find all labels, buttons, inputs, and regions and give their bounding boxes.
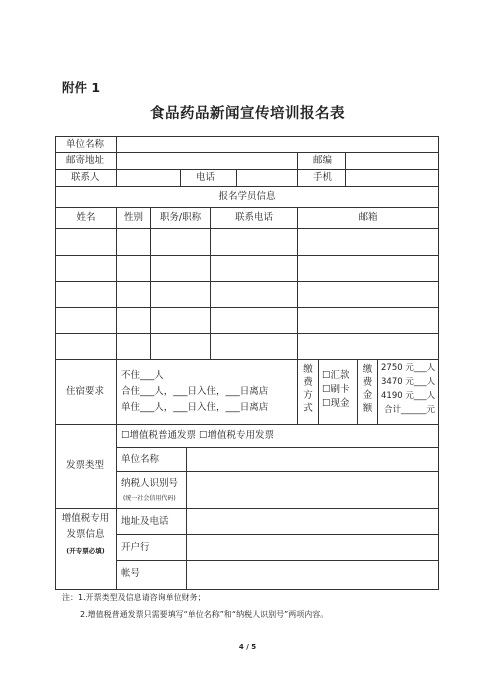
note-line-1: 注：1.开票类型及信息请咨询单位财务； bbox=[62, 593, 206, 602]
attachment-label: 附件 1 bbox=[62, 80, 101, 95]
payment-amount-label-2: 费 bbox=[362, 377, 373, 388]
vat-label-line2: 发票信息 bbox=[66, 529, 105, 540]
amount-2750: 2750 元___人 bbox=[381, 363, 436, 373]
lodging-label: 住宿要求 bbox=[66, 386, 105, 397]
payment-option-remit[interactable]: ☐汇款 bbox=[322, 370, 350, 381]
payment-amount-label-4: 额 bbox=[362, 403, 373, 414]
lodging-line-single: 单住___人，___日入住，___日离店 bbox=[121, 402, 269, 413]
tax-id-label: 纳税人识别号 bbox=[121, 478, 179, 489]
note-line-2: 2.增值税普通发票只需要填写“单位名称”和“纳税人识别号”两项内容。 bbox=[80, 610, 329, 619]
payment-option-cash[interactable]: ☐现金 bbox=[322, 398, 350, 409]
mail-address-label: 邮寄地址 bbox=[66, 155, 105, 166]
mobile-label: 手机 bbox=[313, 172, 333, 183]
tax-id-note: (统一社会信用代码) bbox=[123, 495, 176, 502]
vat-label-line1: 增值税专用 bbox=[61, 513, 110, 524]
vat-label-note: (开专票必填) bbox=[66, 547, 105, 555]
amount-4190: 4190 元___人 bbox=[381, 391, 436, 401]
payment-method-label-1: 缴 bbox=[303, 364, 313, 375]
unit-name-label: 单位名称 bbox=[66, 139, 105, 150]
invoice-unit-name-label: 单位名称 bbox=[121, 454, 160, 465]
account-label: 帐号 bbox=[121, 568, 141, 579]
payment-method-label-2: 费 bbox=[303, 377, 313, 388]
amount-3470: 3470 元___人 bbox=[381, 377, 436, 387]
bank-label: 开户行 bbox=[121, 542, 150, 553]
postcode-label: 邮编 bbox=[313, 155, 333, 166]
column-gender: 性别 bbox=[123, 212, 143, 223]
phone-label: 电话 bbox=[196, 172, 216, 183]
address-phone-label: 地址及电话 bbox=[121, 516, 169, 527]
column-name: 姓名 bbox=[76, 212, 96, 223]
lodging-line-shared: 合住___人，___日入住，___日离店 bbox=[121, 386, 269, 397]
column-phone: 联系电话 bbox=[234, 212, 273, 223]
column-position: 职务/职称 bbox=[159, 212, 202, 223]
column-email: 邮箱 bbox=[358, 212, 378, 223]
lodging-line-none: 不住___人 bbox=[121, 370, 164, 381]
invoice-type-label: 发票类型 bbox=[66, 460, 105, 471]
trainee-section-title: 报名学员信息 bbox=[218, 191, 276, 202]
page-title: 食品药品新闻宣传培训报名表 bbox=[150, 105, 345, 122]
page-number: 4 / 5 bbox=[238, 643, 257, 651]
payment-amount-label-3: 金 bbox=[362, 390, 373, 401]
payment-method-label-3: 方 bbox=[303, 390, 313, 401]
payment-option-card[interactable]: ☐刷卡 bbox=[322, 384, 350, 395]
contact-label: 联系人 bbox=[71, 172, 100, 183]
invoice-type-options[interactable]: ☐增值税普通发票 ☐增值税专用发票 bbox=[121, 430, 275, 441]
payment-method-label-4: 式 bbox=[303, 403, 313, 414]
amount-total: 合计______元 bbox=[384, 405, 436, 415]
payment-amount-label-1: 缴 bbox=[362, 364, 373, 375]
